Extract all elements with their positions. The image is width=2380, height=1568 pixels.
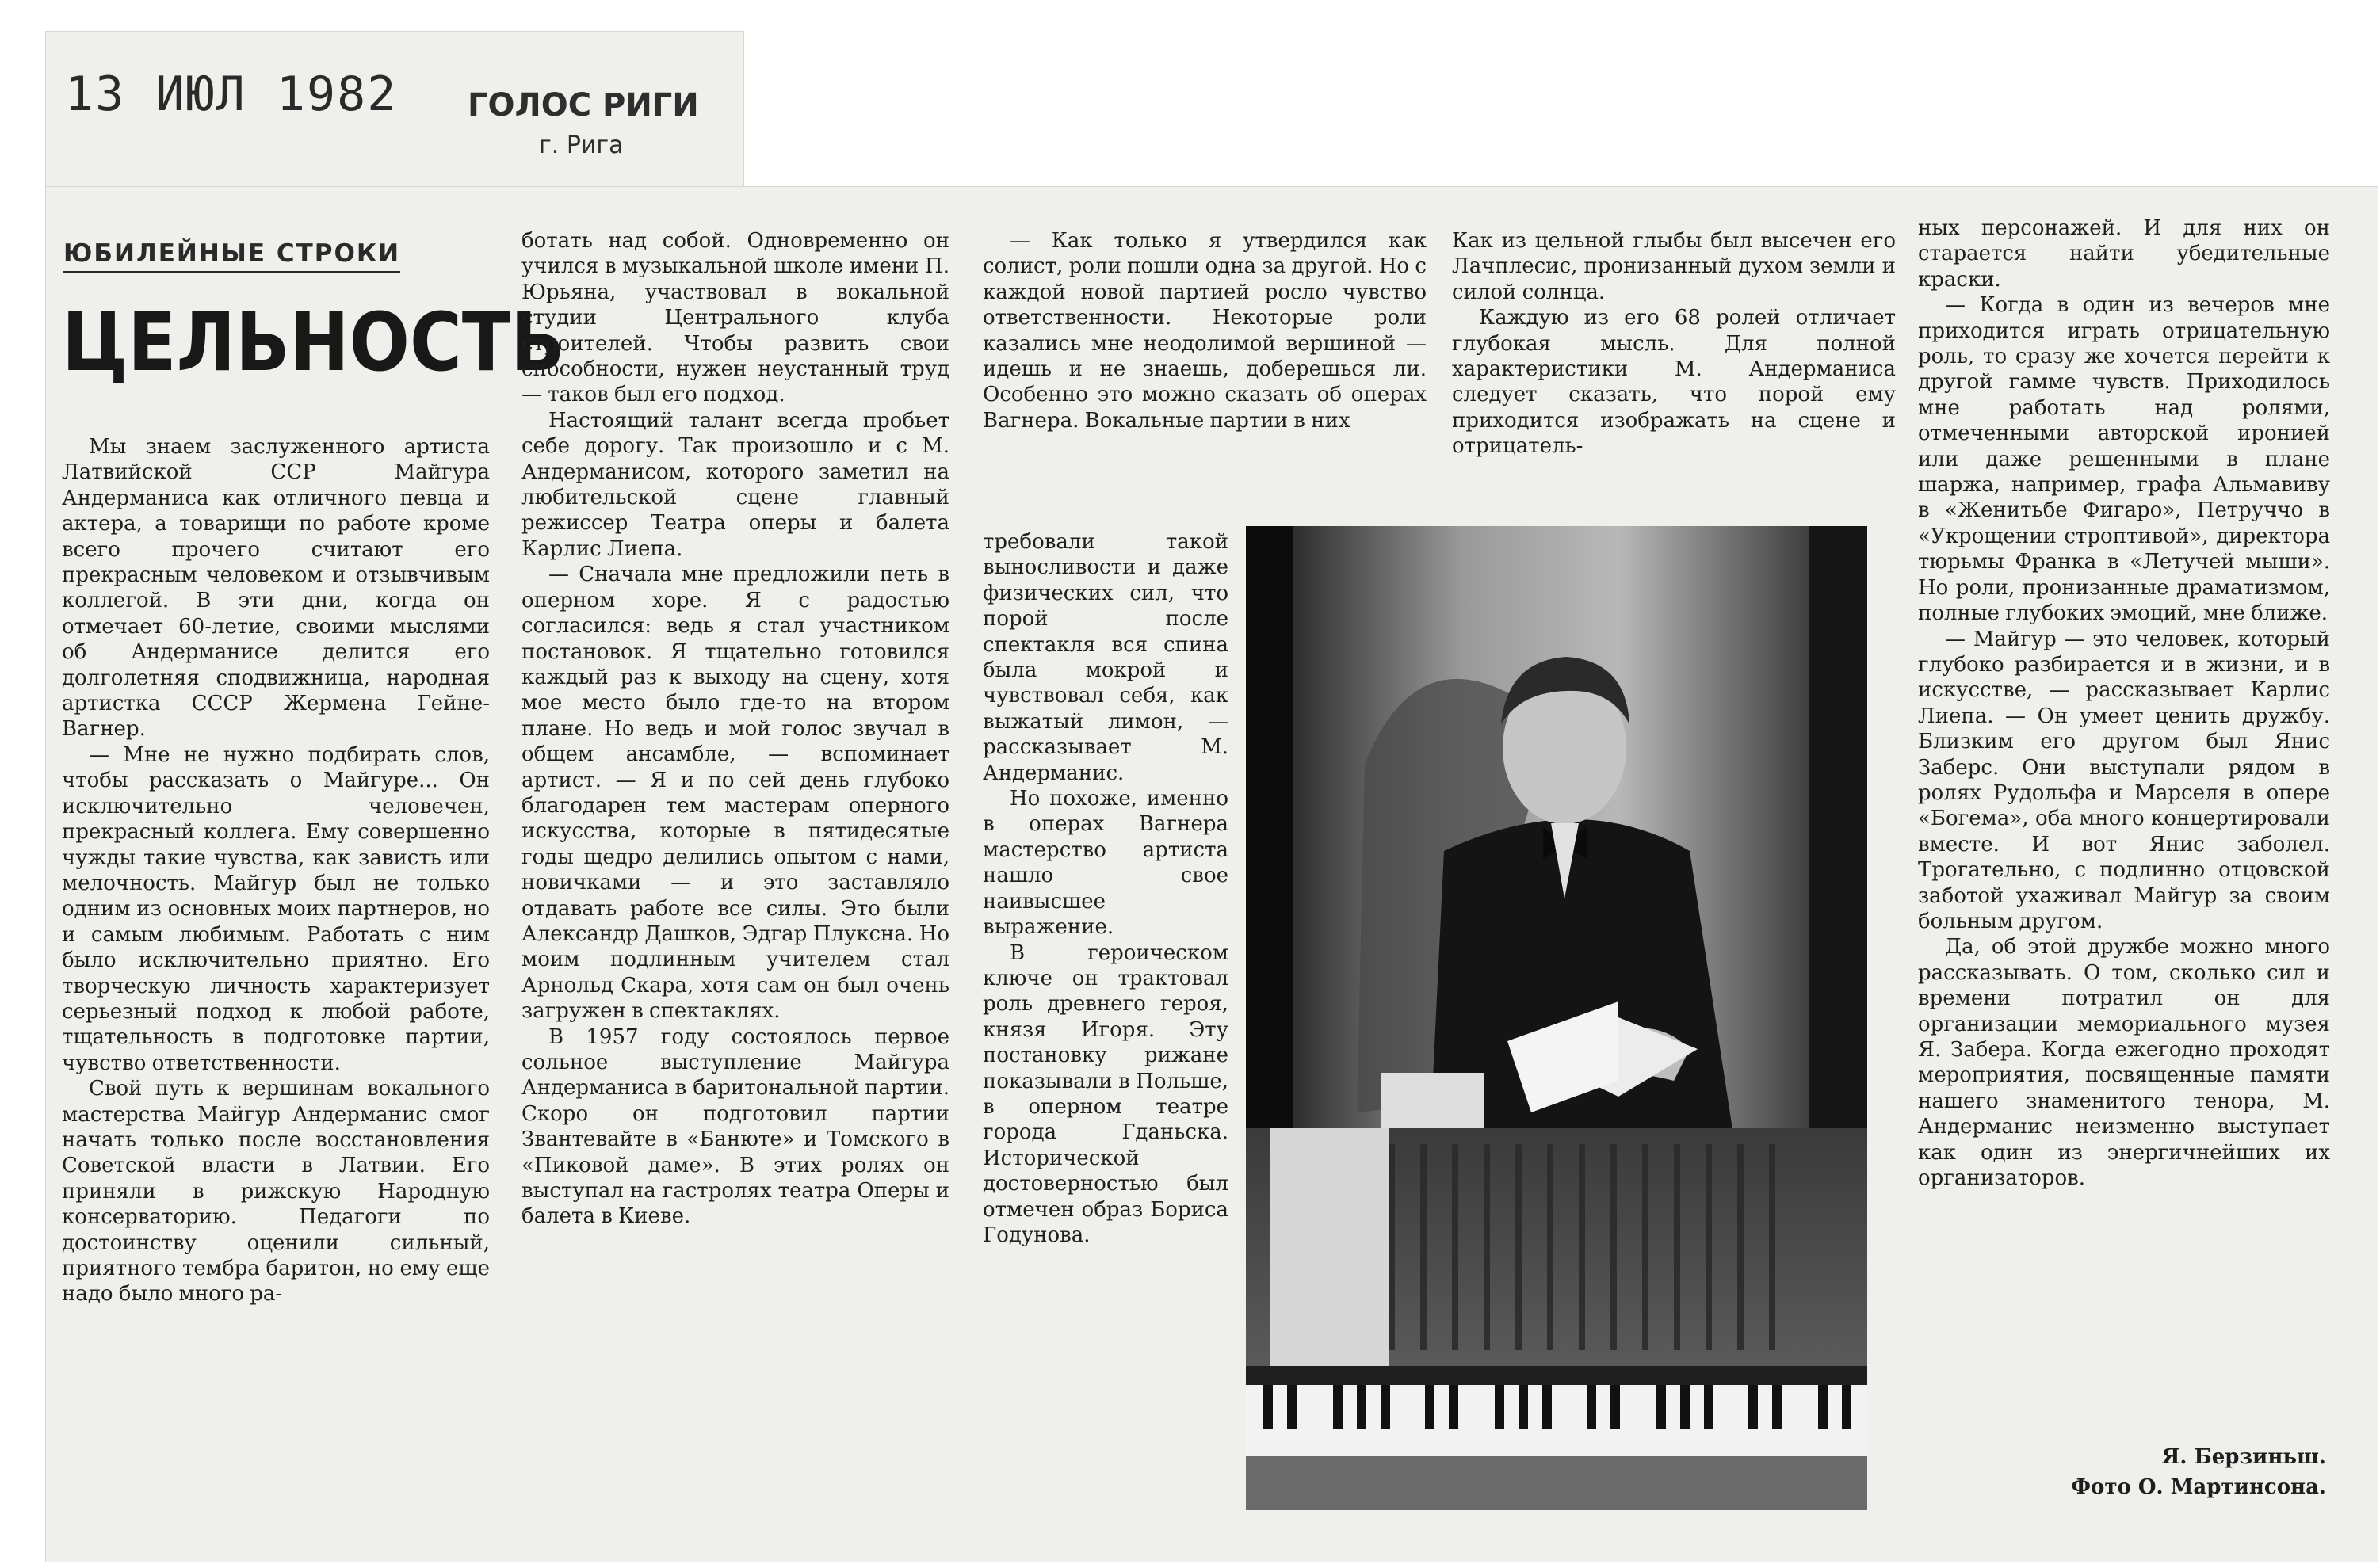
paragraph: — Сначала мне предложили петь в оперном хоре. Я с радостью согласился: ведь я стал участником постановок. Я тщательно готовился каждый раз к выходу на сцену, хотя мое место было где-то на втором плане. Но ведь и мой голос звучал в общем ансамбле, — вспоминает артист. — Я и по сей день глубоко благодарен тем мастерам оперного искусства, которые в пятидесятые годы щедро делились опытом с нами, новичками — и это заставляло отдавать работе все силы. Это были Александр Дашков, Эдгар Плуксна. Но моим подлинным учителем стал Арнольд Скара, хотя сам он был очень загружен в спектаклях. (521, 563, 949, 1024)
paragraph: — Когда в один из вечеров мне приходится играть отрицательную роль, то сразу же хочется перейти к другой гамме чувств. Приходилось мне работать над ролями, отмеченными авторской иронией или даже решенными в плане шаржа, например, графа Альмавиву в «Женитьбе Фигаро», Петруччо в «Укрощении строптивой», директора тюрьмы Франка в «Летучей мыши». Но роли, пронизанные драматизмом, полные глубоких эмоций, мне ближе. (1918, 293, 2330, 626)
paragraph: требовали такой выносливости и даже физических сил, что порой после спектакля вся спина была мокрой и чувствовал себя, как выжатый лимон, — рассказывает М. Андерманис. (983, 530, 1228, 785)
paragraph: Как из цельной глыбы был высечен его Лачплесис, пронизанный духом земли и силой солнца. (1452, 229, 1896, 304)
paragraph: Мы знаем заслуженного артиста Латвийской ССР Майгура Андерманиса как отличного певца и актера, а товарищи по работе кроме всего прочего считают его прекрасным человеком и отзывчивым коллегой. В эти дни, когда он отмечает 60-летие, своими мыслями об Андерманисе делится его долголетняя сподвижница, народная артистка СССР Жермена Гейне-Вагнер. (62, 435, 490, 742)
article-column-3-bottom (983, 529, 1228, 1543)
article-column-1 (62, 434, 490, 1543)
stamp-newspaper-name: ГОЛОС РИГИ (468, 87, 699, 124)
man-at-piano-photo (1246, 526, 1867, 1510)
article-headline: ЦЕЛЬНОСТЬ (62, 296, 565, 390)
article-column-2 (521, 228, 949, 1536)
photo-credit: Фото О. Мартинсона. (2071, 1475, 2326, 1499)
article-column-3-top (983, 228, 1427, 529)
paragraph: Настоящий талант всегда пробьет себе дорогу. Так произошло и с М. Андерманисом, которого заметил на любительской сцене главный режиссер Театра оперы и балета Карлис Лиепа. (521, 408, 949, 561)
article-column-5 (1918, 216, 2330, 1452)
paragraph: ных персонажей. И для них он старается найти убедительные краски. (1918, 216, 2330, 292)
paragraph: Каждую из его 68 ролей отличает глубокая мысль. Для полной характеристики М. Андерманиса следует сказать, что порой ему приходится изображать на сцене и отрицатель- (1452, 306, 1896, 459)
article-column-4 (1452, 228, 1896, 513)
paragraph: В героическом ключе он трактовал роль древнего героя, князя Игоря. Эту постановку рижане показывали в Польше, в оперном театре города Гданьска. Исторической достоверностью был отмечен образ Бориса Годунова. (983, 940, 1228, 1247)
paragraph: Да, об этой дружбе можно много рассказывать. О том, сколько сил и времени потратил он для организации мемориального музея Я. Забера. Когда ежегодно проходят мероприятия, посвященные памяти нашего знаменитого тенора, М. Андерманис неизменно выступает как один из энергичнейших их организаторов. (1918, 935, 2330, 1191)
stamp-date: 13 ИЮЛ 1982 (65, 67, 398, 122)
article-credits (2071, 1442, 2326, 1502)
paragraph: В 1957 году состоялось первое сольное выступление Майгура Андерманиса в баритональной партии. Скоро он подготовил партии Звантевайте в «Банюте» и Томского в «Пиковой даме». В этих ролях он выступал на гастролях театра Оперы и балета в Киеве. (521, 1024, 949, 1229)
paragraph: Свой путь к вершинам вокального мастерства Майгур Андерманис смог начать только после восстановления Советской власти в Латвии. Его приняли в рижскую Народную консерваторию. Педагоги по достоинству оценили сильный, приятного тембра баритон, но ему еще надо было много ра- (62, 1077, 490, 1307)
paragraph: — Мне не нужно подбирать слов, чтобы рассказать о Майгуре... Он исключительно человечен, прекрасный коллега. Ему совершенно чужды такие чувства, как зависть или мелочность. Майгур был не только одним из основных моих партнеров, но и самым любимым. Работать с ним было исключительно приятно. Его творческую личность характеризует серьезный подход к любой работе, тщательность в подготовке партии, чувство ответственности. (62, 742, 490, 1075)
paragraph: — Майгур — это человек, который глубоко разбирается и в жизни, и в искусстве, — рассказывает Карлис Лиепа. — Он умеет ценить дружбу. Близким его другом был Янис Заберс. Они выступали рядом в ролях Рудольфа и Марселя в опере «Богема», оба много концертировали вместе. И вот Янис заболел. Трогательно, с подлинно отцовской заботой ухаживал Майгур за своим больным другом. (1918, 627, 2330, 933)
paragraph: Но похоже, именно в операх Вагнера мастерство артиста нашло свое наивысшее выражение. (983, 787, 1228, 940)
paragraph: — Как только я утвердился как солист, роли пошли одна за другой. Но с каждой новой партией росло чувство ответственности. Некоторые роли казались мне неодолимой вершиной — идешь и не знаешь, доберешься ли. Особенно это можно сказать об операх Вагнера. Вокальные партии в них (983, 229, 1427, 433)
author-signature: Я. Берзиньш. (2161, 1445, 2326, 1469)
article-rubric: ЮБИЛЕЙНЫЕ СТРОКИ (63, 239, 400, 273)
paragraph: ботать над собой. Одновременно он учился в музыкальной школе имени П. Юрьяна, участвовал в вокальной студии Центрального клуба строителей. Чтобы развить свои способности, нужен неустанный труд — таков был его подход. (521, 229, 949, 407)
stamp-city: г. Рига (539, 132, 624, 159)
